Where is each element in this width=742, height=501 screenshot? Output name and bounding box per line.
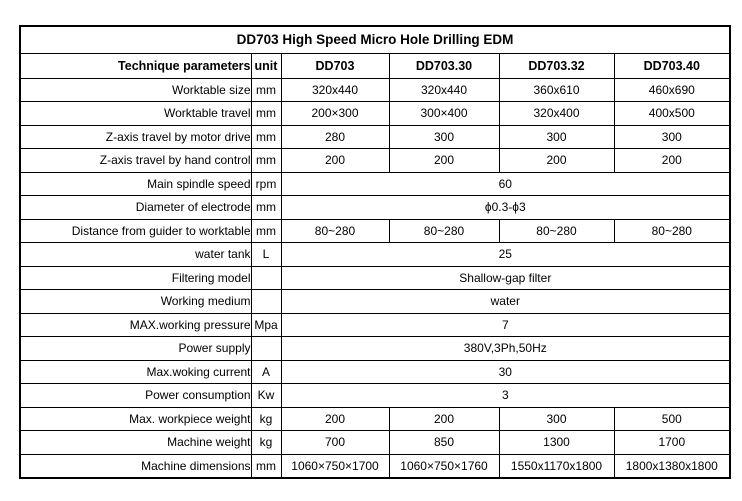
value-cell: 80~280 [614,219,730,243]
value-cell: 300×400 [389,102,499,126]
unit-cell: mm [251,125,281,149]
table-row [20,149,730,173]
value-cell: 1550x1170x1800 [499,454,614,478]
value-cell: 80~280 [281,219,389,243]
param-cell: Worktable size [20,78,251,102]
table-row [20,407,730,431]
value-cell: 850 [389,431,499,455]
unit-cell [251,337,281,361]
unit-cell: mm [251,102,281,126]
table-row [20,454,730,478]
unit-cell: mm [251,196,281,220]
table-row [20,219,730,243]
value-cell: 400x500 [614,102,730,126]
unit-cell [251,266,281,290]
table-row [20,196,730,220]
value-cell: 500 [614,407,730,431]
unit-cell: mm [251,219,281,243]
param-cell: Diameter of electrode [20,196,251,220]
unit-cell [251,290,281,314]
param-cell: Machine weight [20,431,251,455]
param-cell: Distance from guider to worktable [20,219,251,243]
param-cell: Working medium [20,290,251,314]
table-title-row [20,26,730,53]
unit-cell: mm [251,78,281,102]
value-cell: 200 [499,149,614,173]
value-cell: 30 [281,360,730,384]
table-row [20,337,730,361]
col-header-dd703-40: DD703.40 [614,53,730,78]
param-cell: Worktable travel [20,102,251,126]
value-cell: 1300 [499,431,614,455]
value-cell: 7 [281,313,730,337]
value-cell: 80~280 [389,219,499,243]
param-cell: Power consumption [20,384,251,408]
value-cell: 200 [281,407,389,431]
value-cell: 1800x1380x1800 [614,454,730,478]
value-cell: 380V,3Ph,50Hz [281,337,730,361]
table-row [20,172,730,196]
unit-cell: kg [251,431,281,455]
table-title: DD703 High Speed Micro Hole Drilling EDM [20,26,730,53]
value-cell: 60 [281,172,730,196]
value-cell: 360x610 [499,78,614,102]
value-cell: 200 [389,149,499,173]
value-cell: water [281,290,730,314]
table-row [20,431,730,455]
value-cell: 300 [499,407,614,431]
param-cell: Max.woking current [20,360,251,384]
col-header-dd703: DD703 [281,53,389,78]
value-cell: Shallow-gap filter [281,266,730,290]
value-cell: 280 [281,125,389,149]
spec-table-container [19,25,729,477]
table-header-row [20,53,730,78]
value-cell: 1700 [614,431,730,455]
value-cell: 200 [614,149,730,173]
param-cell: Main spindle speed [20,172,251,196]
unit-cell: L [251,243,281,267]
value-cell: 700 [281,431,389,455]
param-cell: Filtering model [20,266,251,290]
col-header-technique-parameters: Technique parameters [20,53,251,78]
spec-table [19,25,731,479]
param-cell: Power supply [20,337,251,361]
value-cell: 300 [389,125,499,149]
value-cell: 300 [614,125,730,149]
value-cell: 80~280 [499,219,614,243]
table-row [20,360,730,384]
unit-cell: rpm [251,172,281,196]
param-cell: Machine dimensions [20,454,251,478]
table-row [20,243,730,267]
param-cell: Z-axis travel by hand control [20,149,251,173]
param-cell: water tank [20,243,251,267]
value-cell: 1060×750×1700 [281,454,389,478]
table-row [20,266,730,290]
unit-cell: Kw [251,384,281,408]
col-header-dd703-32: DD703.32 [499,53,614,78]
unit-cell: mm [251,149,281,173]
value-cell: 3 [281,384,730,408]
value-cell: 25 [281,243,730,267]
value-cell: 320x400 [499,102,614,126]
table-row [20,290,730,314]
value-cell: 200 [389,407,499,431]
table-row [20,384,730,408]
value-cell: ϕ0.3-ϕ3 [281,196,730,220]
value-cell: 320x440 [281,78,389,102]
table-row [20,78,730,102]
value-cell: 200 [281,149,389,173]
unit-cell: A [251,360,281,384]
unit-cell: Mpa [251,313,281,337]
unit-cell: kg [251,407,281,431]
value-cell: 1060×750×1760 [389,454,499,478]
value-cell: 200×300 [281,102,389,126]
col-header-dd703-30: DD703.30 [389,53,499,78]
table-row [20,125,730,149]
table-row [20,313,730,337]
param-cell: Max. workpiece weight [20,407,251,431]
table-body [20,78,730,478]
unit-cell: mm [251,454,281,478]
param-cell: MAX.working pressure [20,313,251,337]
value-cell: 320x440 [389,78,499,102]
param-cell: Z-axis travel by motor drive [20,125,251,149]
value-cell: 460x690 [614,78,730,102]
col-header-unit: unit [251,53,281,78]
value-cell: 300 [499,125,614,149]
table-row [20,102,730,126]
